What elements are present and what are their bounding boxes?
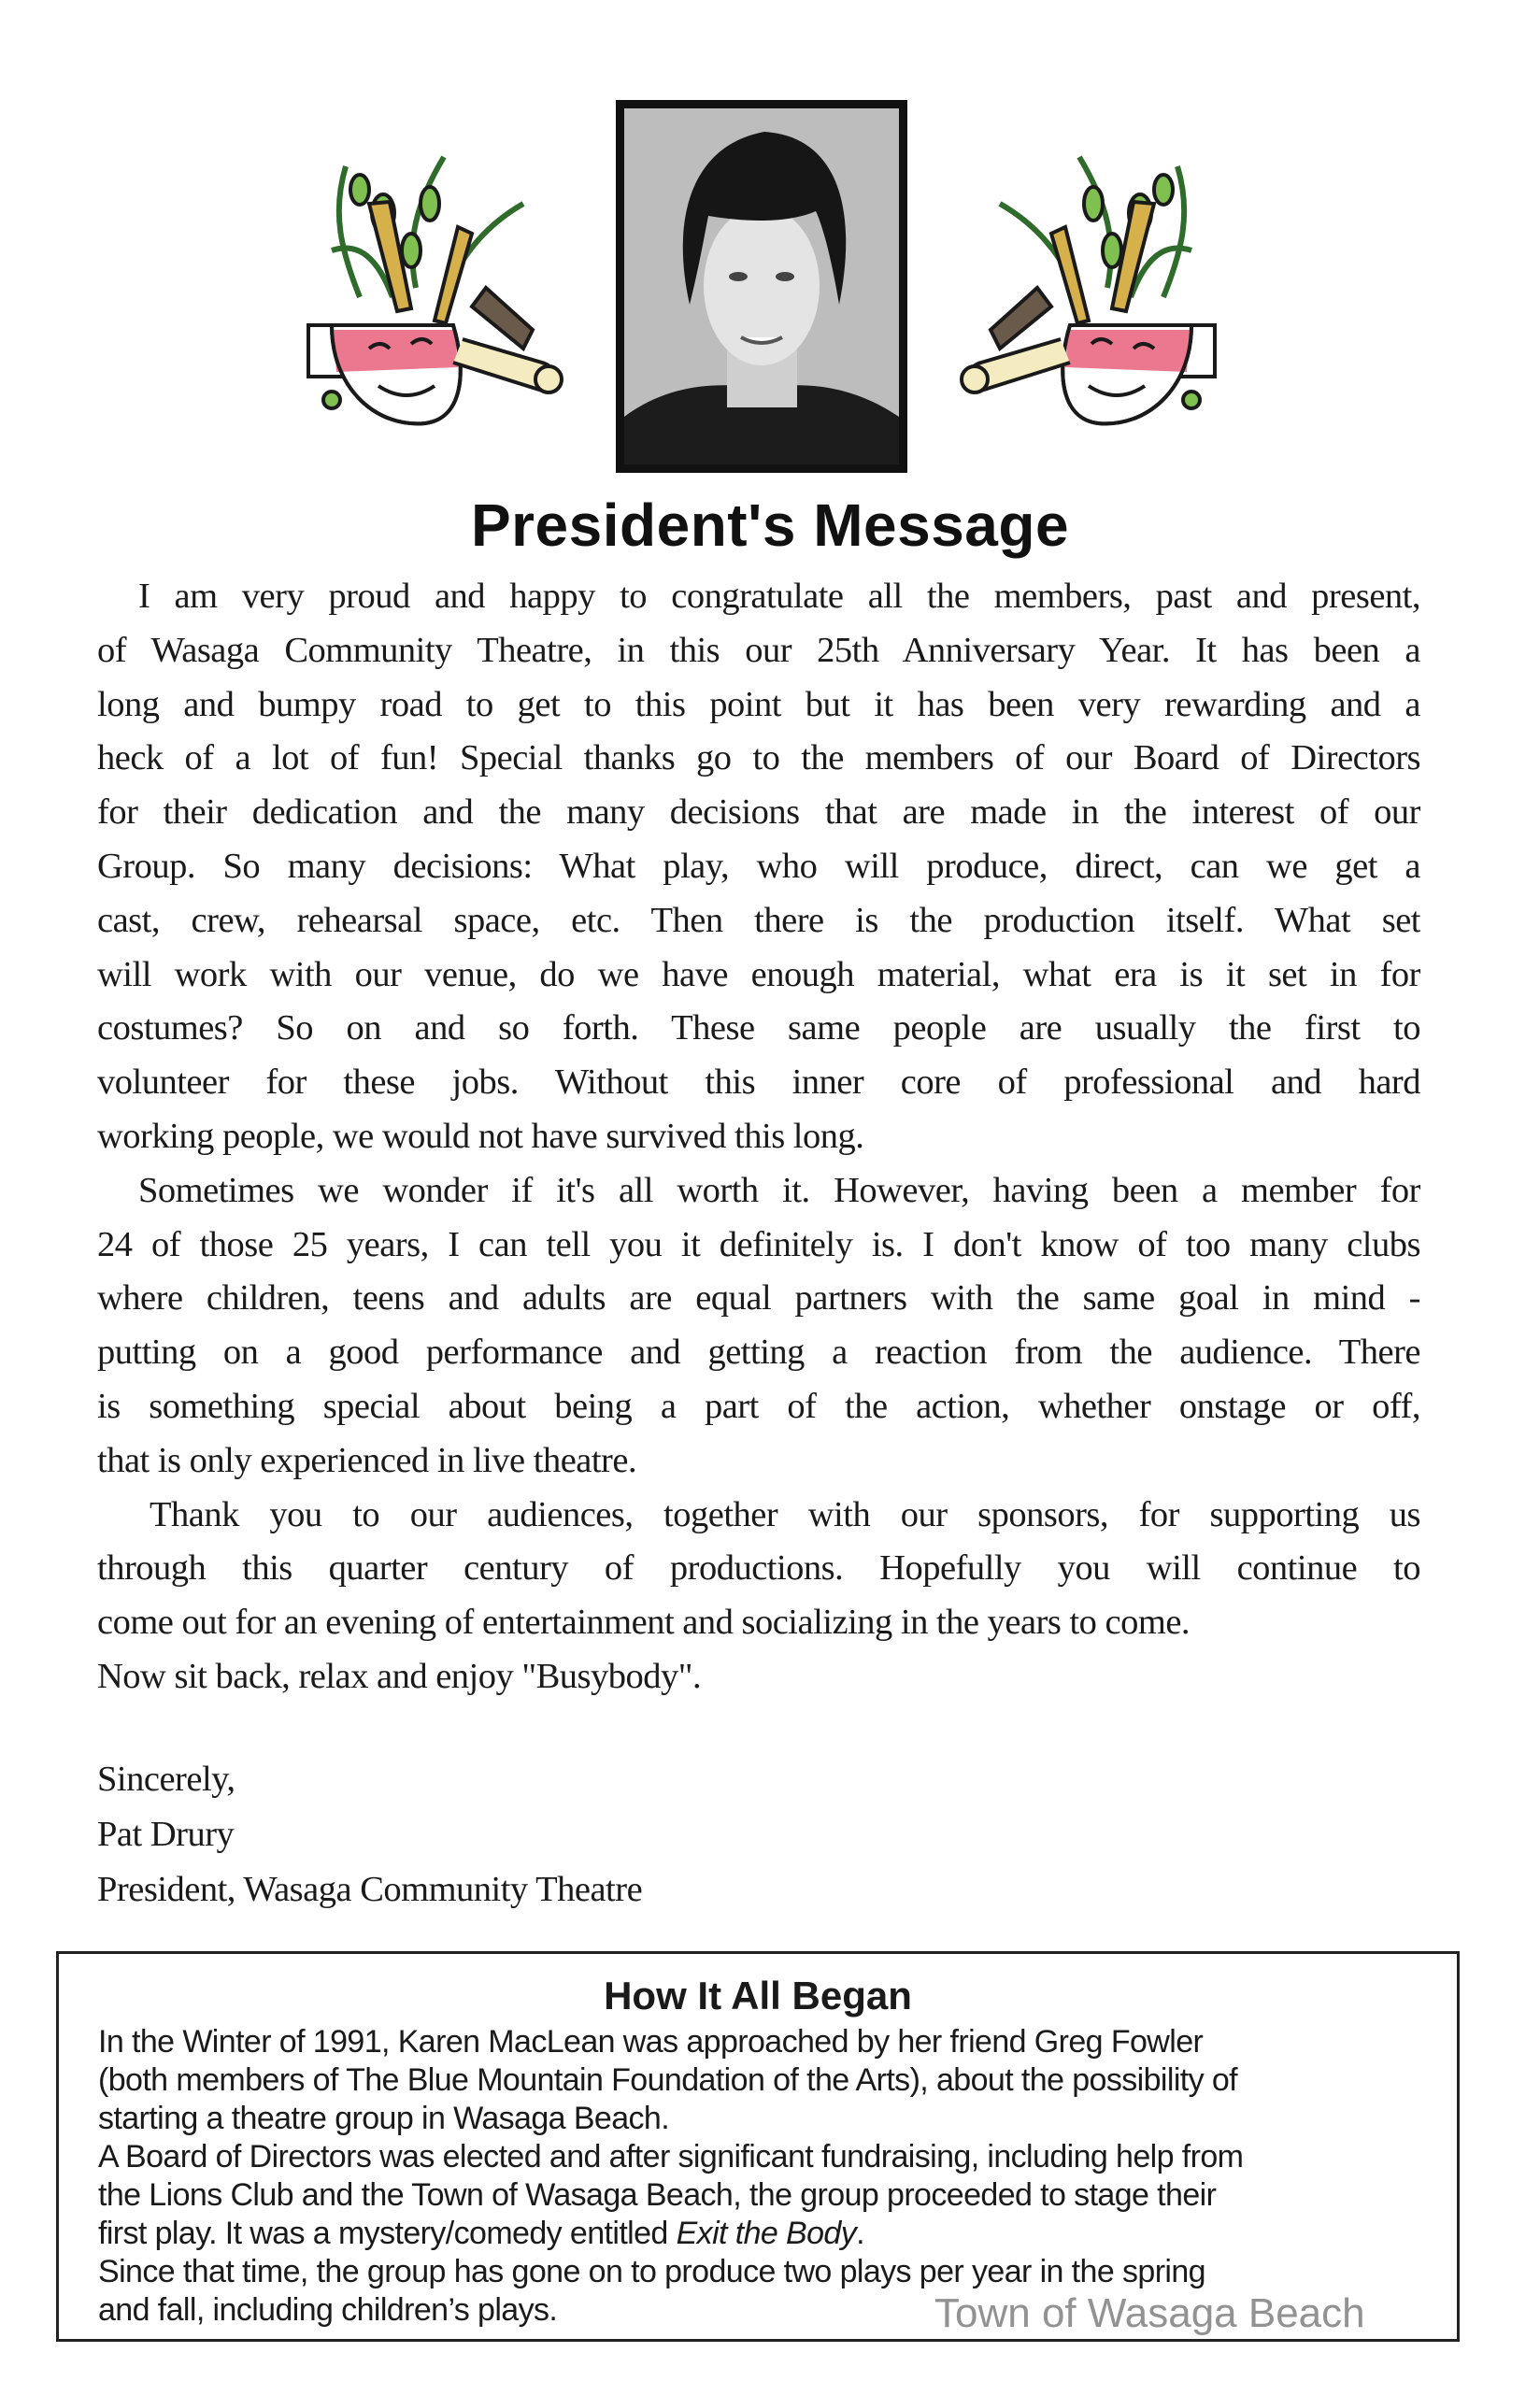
theatre-masks-logo-left xyxy=(304,148,565,428)
box-line xyxy=(98,2215,1243,2253)
message-line: heck of a lot of fun! Special thanks go to the members of our Board of Directors xyxy=(97,738,1420,778)
box-text: starting a theatre group in Wasaga Beach. xyxy=(98,2101,670,2136)
box-text: (both members of The Blue Mountain Foundation of the Arts), about the possibility of xyxy=(98,2062,1238,2098)
box-text: In the Winter of 1991, Karen MacLean was approached by her friend Greg Fowler xyxy=(98,2024,1204,2060)
signer-title: President, Wasaga Community Theatre xyxy=(97,1870,643,1909)
message-line: come out for an evening of entertainment and socializing in the years to come. xyxy=(97,1603,1191,1643)
message-line: Now sit back, relax and enjoy "Busybody". xyxy=(97,1656,702,1696)
box-line xyxy=(98,2100,1243,2138)
theatre-masks-logo-right xyxy=(958,148,1219,428)
message-line: will work with our venue, do we have enough material, what era is it set in for xyxy=(97,954,1420,994)
portrait-image xyxy=(624,108,899,464)
message-line: through this quarter century of productions. Hopefully you will continue to xyxy=(97,1548,1420,1589)
box-line xyxy=(98,2138,1243,2176)
message-line: is something special about being a part of the action, whether onstage or off, xyxy=(97,1386,1420,1426)
message-line: Group. So many decisions: What play, who will produce, direct, can we get a xyxy=(97,846,1420,886)
message-line: putting on a good performance and getting a reaction from the audience. There xyxy=(97,1333,1420,1373)
play-title: Exit the Body xyxy=(676,2216,857,2251)
message-line: for their dedication and the many decisions that are made in the interest of our xyxy=(97,792,1420,833)
box-body xyxy=(98,2023,1243,2330)
box-text: . xyxy=(856,2216,864,2251)
message-line: volunteer for these jobs. Without this inner core of professional and hard xyxy=(97,1062,1420,1103)
theatre-masks-icon xyxy=(958,148,1219,428)
theatre-masks-icon xyxy=(304,148,565,428)
box-line xyxy=(98,2061,1243,2100)
box-line xyxy=(98,2253,1243,2291)
message-line: where children, teens and adults are equal partners with the same goal in mind - xyxy=(97,1278,1420,1319)
box-heading: How It All Began xyxy=(604,1974,912,2017)
message-line: I am very proud and happy to congratulate all the members, past and present, xyxy=(138,577,1420,616)
message-line: Sometimes we wonder if it's all worth it. However, having been a member for xyxy=(138,1170,1420,1210)
message-line: long and bumpy road to get to this point but it has been very rewarding and a xyxy=(97,684,1420,724)
signature-block xyxy=(97,1752,642,1918)
message-line: cast, crew, rehearsal space, etc. Then there is the production itself. What set xyxy=(97,900,1420,940)
signer-name: Pat Drury xyxy=(97,1815,235,1854)
box-line xyxy=(98,2023,1243,2061)
message-line: costumes? So on and so forth. These same people are usually the first to xyxy=(97,1008,1420,1048)
watermark: Town of Wasaga Beach xyxy=(934,2290,1365,2336)
box-text: the Lions Club and the Town of Wasaga Beach, the group proceeded to stage their xyxy=(98,2177,1217,2213)
message-line: of Wasaga Community Theatre, in this our 25th Anniversary Year. It has been a xyxy=(97,630,1420,670)
box-text: and fall, including children’s plays. xyxy=(98,2292,558,2328)
page-title: President's Message xyxy=(470,492,1070,559)
box-text: first play. It was a mystery/comedy entitled xyxy=(98,2216,677,2251)
message-line: working people, we would not have survived this long. xyxy=(97,1116,864,1156)
box-text: A Board of Directors was elected and after significant fundraising, including help from xyxy=(98,2139,1244,2174)
box-text: Since that time, the group has gone on to produce two plays per year in the spring xyxy=(98,2254,1205,2289)
message-line: that is only experienced in live theatre. xyxy=(97,1440,637,1480)
closing: Sincerely, xyxy=(97,1760,235,1799)
message-line: Thank you to our audiences, together with our sponsors, for supporting us xyxy=(150,1494,1420,1534)
how-it-all-began-box xyxy=(56,1951,1460,2342)
president-message-body xyxy=(97,570,1420,1704)
message-line: 24 of those 25 years, I can tell you it definitely is. I don't know of too many clubs xyxy=(97,1224,1420,1264)
president-portrait-photo xyxy=(616,100,907,473)
box-line xyxy=(98,2176,1243,2215)
